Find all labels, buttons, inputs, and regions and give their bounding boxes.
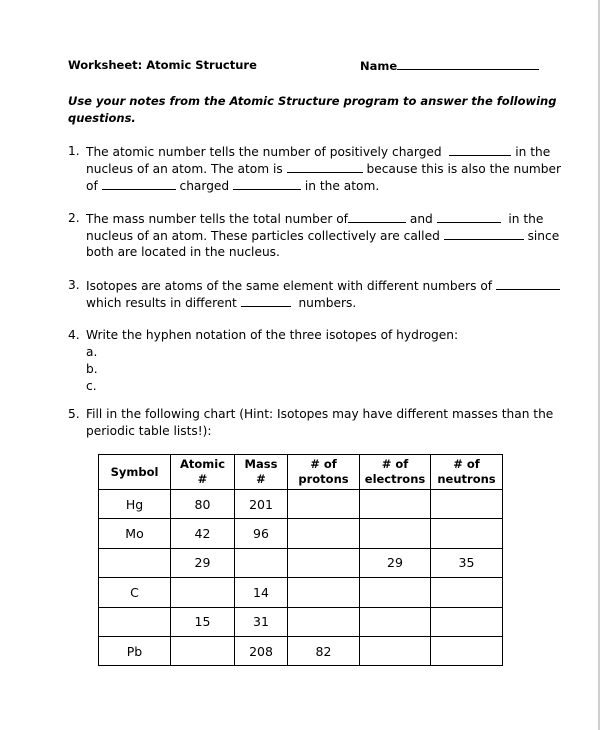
q4-item-b: b.	[86, 362, 98, 376]
cell-protons[interactable]	[288, 578, 360, 607]
cell-electrons[interactable]	[360, 578, 431, 607]
cell-neutrons[interactable]	[431, 607, 503, 636]
table-row	[99, 548, 503, 577]
q1-line-1	[86, 144, 550, 159]
cell-neutrons[interactable]	[431, 490, 503, 519]
q1-text: because this is also the number	[366, 162, 562, 176]
cell-atomic-number[interactable]	[171, 578, 235, 607]
q1-blank-4[interactable]	[233, 178, 301, 190]
q4-item-a: a.	[86, 345, 98, 359]
cell-symbol[interactable]: Mo	[99, 519, 171, 548]
table-header-row	[99, 455, 503, 490]
cell-mass-number[interactable]: 31	[235, 607, 288, 636]
table-row	[99, 607, 503, 636]
q2-line-2	[86, 228, 559, 243]
table-row	[99, 578, 503, 607]
q1-text: in the atom.	[304, 179, 380, 193]
cell-electrons[interactable]	[360, 490, 431, 519]
q2-line-1	[86, 211, 543, 226]
q2-text: nucleus of an atom. These particles collectively are called	[86, 229, 440, 243]
cell-symbol[interactable]: Pb	[99, 636, 171, 665]
name-blank[interactable]	[397, 58, 539, 70]
q4-number: 4.	[68, 328, 80, 342]
table-row	[99, 519, 503, 548]
cell-protons[interactable]	[288, 548, 360, 577]
q3-text: which results in different	[86, 296, 237, 310]
name-label: Name	[360, 59, 398, 73]
worksheet-title: Worksheet: Atomic Structure	[68, 58, 257, 72]
cell-symbol[interactable]	[99, 548, 171, 577]
cell-mass-number[interactable]: 96	[235, 519, 288, 548]
cell-atomic-number[interactable]: 42	[171, 519, 235, 548]
q2-blank-2[interactable]	[437, 211, 501, 223]
cell-atomic-number[interactable]: 29	[171, 548, 235, 577]
instructions-line-1: Use your notes from the Atomic Structure program to answer the following	[68, 94, 557, 108]
q2-text: The mass number tells the total number of	[86, 212, 348, 226]
cell-symbol[interactable]: Hg	[99, 490, 171, 519]
cell-symbol[interactable]	[99, 607, 171, 636]
q2-blank-3[interactable]	[444, 228, 524, 240]
col-header-electrons: # of electrons	[360, 455, 431, 490]
cell-mass-number[interactable]: 208	[235, 636, 288, 665]
q1-text: The atomic number tells the number of positively charged	[86, 145, 442, 159]
cell-mass-number[interactable]: 14	[235, 578, 288, 607]
col-header-mass-number: Mass #	[235, 455, 288, 490]
q3-line-1	[86, 278, 560, 293]
q2-text: since	[527, 229, 560, 243]
cell-protons[interactable]	[288, 607, 360, 636]
q5-number: 5.	[68, 407, 80, 421]
cell-electrons[interactable]	[360, 636, 431, 665]
q1-text: in the	[515, 145, 551, 159]
cell-atomic-number[interactable]: 15	[171, 607, 235, 636]
q2-text: and	[409, 212, 433, 226]
q3-number: 3.	[68, 278, 80, 292]
cell-protons[interactable]: 82	[288, 636, 360, 665]
cell-protons[interactable]	[288, 490, 360, 519]
cell-electrons[interactable]: 29	[360, 548, 431, 577]
q1-text: charged	[179, 179, 230, 193]
q5-line-2: periodic table lists!):	[86, 424, 212, 438]
col-header-symbol: Symbol	[99, 455, 171, 490]
q1-number: 1.	[68, 144, 80, 158]
q2-text: in the	[508, 212, 544, 226]
q1-text: of	[86, 179, 98, 193]
q2-line-3: both are located in the nucleus.	[86, 245, 280, 259]
q3-text: numbers.	[298, 296, 357, 310]
q3-line-2	[86, 295, 356, 310]
q1-blank-2[interactable]	[287, 161, 363, 173]
table-row	[99, 636, 503, 665]
cell-protons[interactable]	[288, 519, 360, 548]
name-field	[360, 58, 539, 73]
q4-line-1: Write the hyphen notation of the three isotopes of hydrogen:	[86, 328, 459, 342]
cell-mass-number[interactable]	[235, 548, 288, 577]
isotope-chart-table	[98, 454, 503, 666]
q2-blank-1[interactable]	[348, 211, 406, 223]
q3-blank-2[interactable]	[241, 295, 291, 307]
instructions-line-2: questions.	[68, 111, 136, 125]
cell-mass-number[interactable]: 201	[235, 490, 288, 519]
q1-blank-3[interactable]	[102, 178, 176, 190]
cell-electrons[interactable]	[360, 519, 431, 548]
q3-text: Isotopes are atoms of the same element with different numbers of	[86, 279, 493, 293]
cell-symbol[interactable]: C	[99, 578, 171, 607]
col-header-atomic-number: Atomic #	[171, 455, 235, 490]
q2-number: 2.	[68, 211, 80, 225]
q1-text: nucleus of an atom. The atom is	[86, 162, 283, 176]
cell-atomic-number[interactable]: 80	[171, 490, 235, 519]
q1-blank-1[interactable]	[449, 144, 511, 156]
table-row	[99, 490, 503, 519]
cell-electrons[interactable]	[360, 607, 431, 636]
q4-item-c: c.	[86, 379, 97, 393]
cell-neutrons[interactable]	[431, 636, 503, 665]
col-header-protons: # of protons	[288, 455, 360, 490]
q1-line-3	[86, 178, 379, 193]
cell-atomic-number[interactable]	[171, 636, 235, 665]
cell-neutrons[interactable]: 35	[431, 548, 503, 577]
col-header-neutrons: # of neutrons	[431, 455, 503, 490]
q3-blank-1[interactable]	[496, 278, 560, 290]
q5-line-1: Fill in the following chart (Hint: Isotopes may have different masses than the	[86, 407, 554, 421]
cell-neutrons[interactable]	[431, 578, 503, 607]
cell-neutrons[interactable]	[431, 519, 503, 548]
q1-line-2	[86, 161, 561, 176]
